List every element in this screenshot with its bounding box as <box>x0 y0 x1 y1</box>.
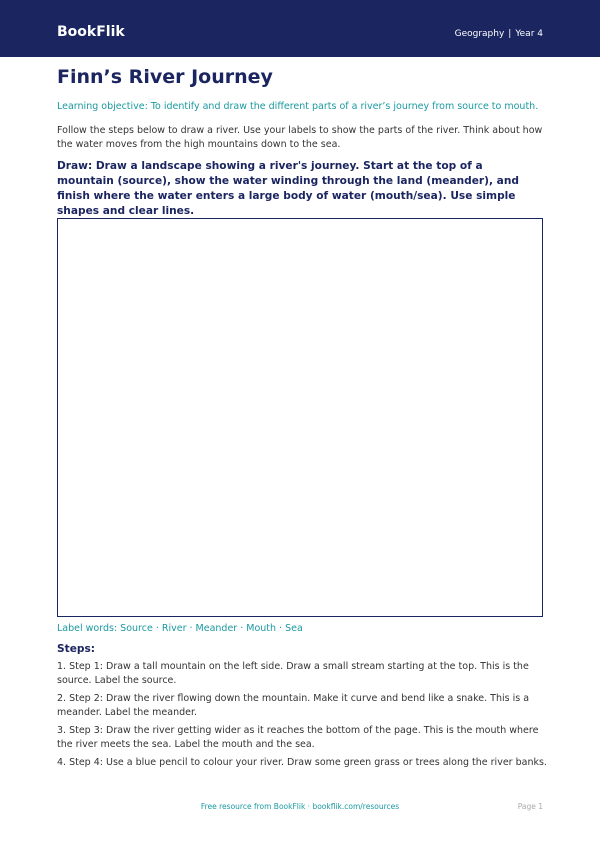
steps-list <box>57 660 547 774</box>
page-number: Page 1 <box>517 802 543 811</box>
intro-text: Follow the steps below to draw a river. Use your labels to show the parts of the river. Think about how the water moves from the high mountains down to the sea. <box>57 125 543 150</box>
year-label: Year 4 <box>515 29 543 39</box>
learning-objective: Learning objective: To identify and draw the different parts of a river’s journey from source to mouth. <box>57 101 539 112</box>
step-item: 3. Step 3: Draw the river getting wider as it reaches the bottom of the page. This is the mouth where the river meets the sea. Label the mouth and the sea. <box>57 725 539 750</box>
page-title: Finn’s River Journey <box>57 66 273 88</box>
label-words: Label words: Source · River · Meander · Mouth · Sea <box>57 623 303 634</box>
meta-separator: | <box>508 29 512 39</box>
brand-logo: BookFlik <box>57 24 125 40</box>
step-item: 1. Step 1: Draw a tall mountain on the left side. Draw a small stream starting at the top. This is the source. Label the source. <box>57 661 529 686</box>
header-bar <box>0 0 600 57</box>
step-item: 4. Step 4: Use a blue pencil to colour your river. Draw some green grass or trees along the river banks. <box>57 757 547 768</box>
footer-text: Free resource from BookFlik · bookflik.com/resources <box>200 802 400 811</box>
step-item: 2. Step 2: Draw the river flowing down the mountain. Make it curve and bend like a snake. This is a meander. Label the meander. <box>57 693 530 718</box>
draw-instruction: Draw: Draw a landscape showing a river's journey. Start at the top of a mountain (source), show the water winding through the land (meander), and finish where the water enters a large body of water (mouth/sea). Use simple shapes and clear lines. <box>57 160 519 217</box>
drawing-area[interactable] <box>57 218 543 617</box>
header-meta <box>455 28 543 40</box>
steps-heading: Steps: <box>57 643 96 655</box>
subject-label: Geography <box>454 29 505 39</box>
